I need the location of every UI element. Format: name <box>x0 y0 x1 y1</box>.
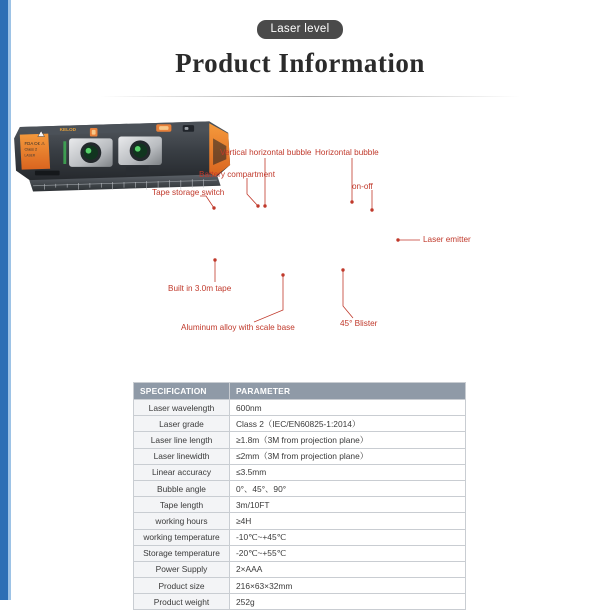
svg-text:KELOD: KELOD <box>59 127 77 133</box>
page-title: Product Information <box>175 48 425 78</box>
spec-value: -10℃~+45℃ <box>230 529 466 545</box>
spec-name: working hours <box>134 513 230 529</box>
spec-value: ≤3.5mm <box>230 464 466 480</box>
spec-value: 0°、45°、90° <box>230 480 466 496</box>
spec-value: ≥4H <box>230 513 466 529</box>
table-row <box>134 432 466 448</box>
specification-table-container <box>133 382 466 610</box>
spec-name: Laser wavelength <box>134 400 230 416</box>
spec-value: 216×63×32mm <box>230 578 466 594</box>
spec-value: -20℃~+55℃ <box>230 545 466 561</box>
spec-value: 3m/10FT <box>230 497 466 513</box>
callout-vertical-horizontal-bubble: Vertical horizontal bubble <box>220 148 312 157</box>
spec-name: Laser linewidth <box>134 448 230 464</box>
svg-text:FDA C€ ⚠: FDA C€ ⚠ <box>24 141 45 147</box>
table-row <box>134 400 466 416</box>
table-row <box>134 578 466 594</box>
laser-level-illustration <box>0 110 248 200</box>
table-row <box>134 464 466 480</box>
spec-value: ≥1.8m（3M from projection plane） <box>230 432 466 448</box>
spec-name: Product weight <box>134 594 230 610</box>
product-category-badge: Laser level <box>257 20 344 39</box>
column-header-parameter: PARAMETER <box>230 383 466 400</box>
spec-name: Product size <box>134 578 230 594</box>
svg-text:LASER: LASER <box>24 153 36 158</box>
spec-name: Laser grade <box>134 416 230 432</box>
callout-laser-emitter: Laser emitter <box>423 235 471 244</box>
table-row <box>134 497 466 513</box>
table-row <box>134 545 466 561</box>
spec-name: working temperature <box>134 529 230 545</box>
spec-name: Bubble angle <box>134 480 230 496</box>
table-row <box>134 480 466 496</box>
spec-name: Storage temperature <box>134 545 230 561</box>
callout-battery-compartment: Battery compartment <box>199 170 275 179</box>
spec-name: Laser line length <box>134 432 230 448</box>
spec-name: Power Supply <box>134 561 230 577</box>
table-header-row <box>134 383 466 400</box>
table-row <box>134 594 466 610</box>
spec-value: ≤2mm（3M from projection plane） <box>230 448 466 464</box>
column-header-specification: SPECIFICATION <box>134 383 230 400</box>
title-divider <box>100 96 520 97</box>
callout-aluminum-alloy-scale-base: Aluminum alloy with scale base <box>181 323 295 332</box>
table-row <box>134 416 466 432</box>
callout-on-off: on-off <box>352 182 373 191</box>
table-row <box>134 448 466 464</box>
table-row <box>134 513 466 529</box>
badge-container <box>0 20 600 39</box>
product-diagram <box>0 110 600 370</box>
spec-value: 600nm <box>230 400 466 416</box>
svg-text:Class 2: Class 2 <box>24 147 38 152</box>
callout-built-in-tape: Built in 3.0m tape <box>168 284 232 293</box>
callout-tape-storage-switch: Tape storage switch <box>152 188 225 197</box>
spec-value: 2×AAA <box>230 561 466 577</box>
specification-table <box>133 382 466 610</box>
spec-value: Class 2（IEC/EN60825-1:2014） <box>230 416 466 432</box>
spec-name: Linear accuracy <box>134 464 230 480</box>
spec-name: Tape length <box>134 497 230 513</box>
callout-horizontal-bubble: Horizontal bubble <box>315 148 379 157</box>
callout-blister-45: 45° Blister <box>340 319 378 328</box>
table-row <box>134 529 466 545</box>
table-row <box>134 561 466 577</box>
spec-value: 252g <box>230 594 466 610</box>
